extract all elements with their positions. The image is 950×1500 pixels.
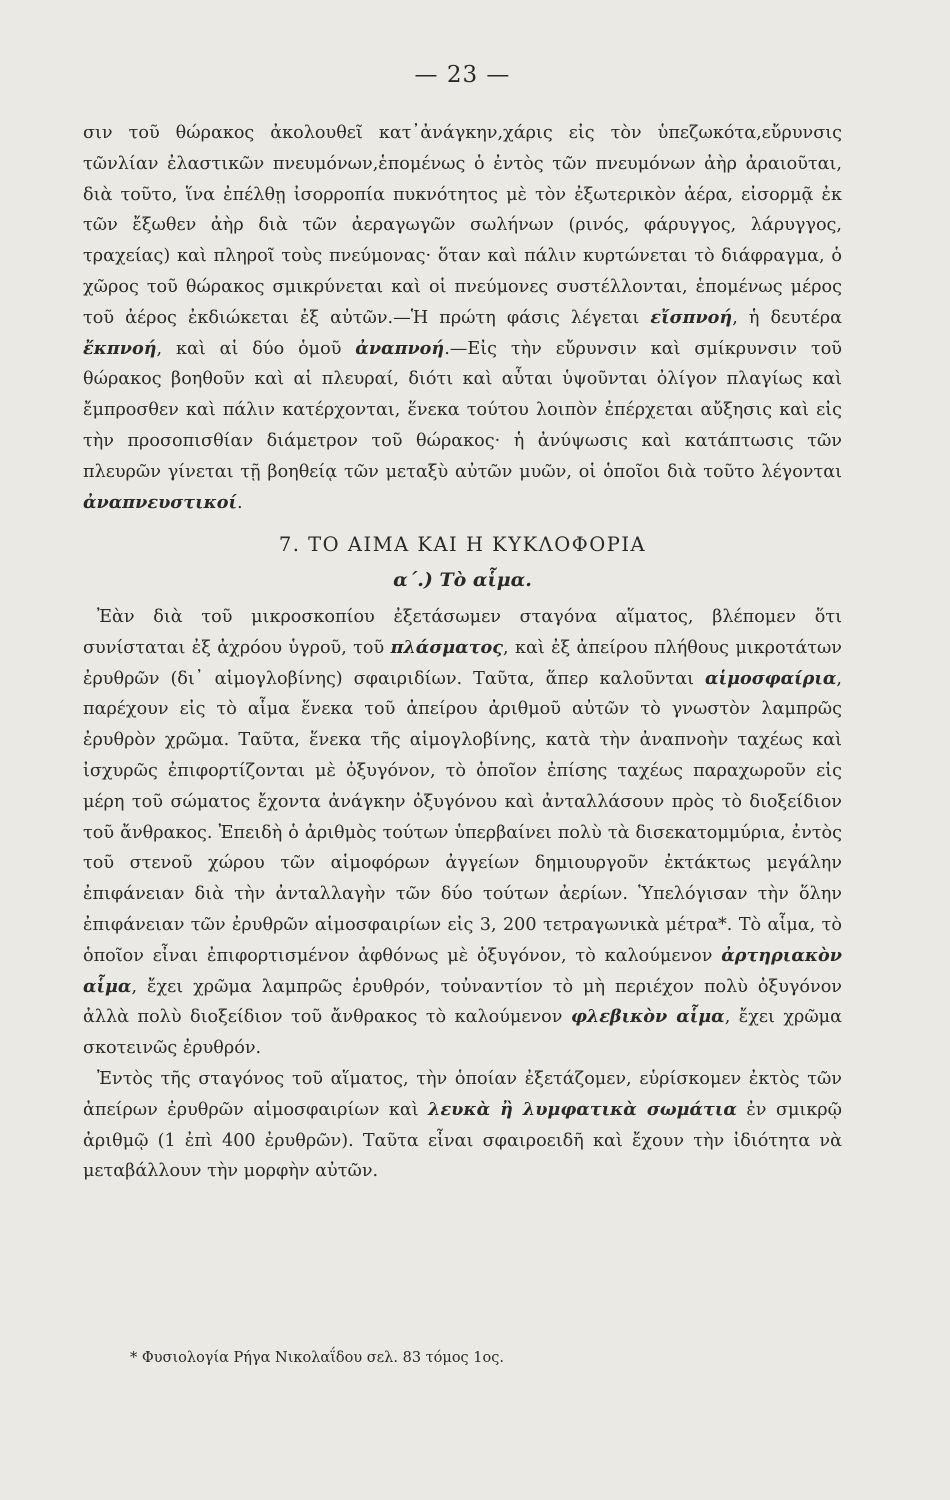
text-run: Ἐντὸς τῆς σταγόνος τοῦ αἵματος, τὴν ὁποίαν ἐξετάζομεν, εὑρίσκομεν ἐκτὸς τῶν ἀπείρων ἐρυθρῶν αἱμοσφαιρίων καὶ <box>83 1068 842 1120</box>
text-run: σιν τοῦ θώρακος ἀκολουθεῖ κατ᾽ἀνάγκην,χάρις εἰς τὸν ὑπεζωκότα,εὔρυνσις τῶνλίαν ἐλαστικῶν πνευμόνων,ἑπομένως ὁ ἐντὸς τῶν πνευμόνων ἀὴρ ἀραιοῦται, διὰ τοῦτο, ἵνα ἐπέλθῃ ἰσορροπία πυκνότητος μὲ τὸν ἐξωτερικὸν ἀέρα, εἰσορμᾷ ἐκ τῶν ἔξωθεν ἀὴρ διὰ τῶν ἀεραγωγῶν σωλήνων (ρινός, φάρυγγος, λάρυγγος, τραχείας) καὶ πληροῖ τοὺς πνεύμονας· ὅταν καὶ πάλιν κυρτώνεται τὸ διάφραγμα, ὁ χῶρος τοῦ θώρακος σμικρύνεται καὶ οἱ πνεύμονες συστέλλονται, ἑπομένως μέρος τοῦ ἀέρος ἐκδιώκεται ἐξ αὐτῶν.—Ἡ πρώτη φάσις λέγεται <box>83 123 842 328</box>
text-run: , καὶ ἐξ ἀπείρου πλήθους μικροτάτων ἐρυθρῶν (δι᾽ αἱμογλοβίνης) σφαιριδίων. Ταῦτα, ἅπερ καλοῦνται <box>83 637 842 689</box>
term-inhalation: εἴσπνοή <box>650 306 733 328</box>
term-plasma: πλάσματος <box>390 636 503 658</box>
footnote: * Φυσιολογία Ρήγα Νικολαΐδου σελ. 83 τόμος 1ος. <box>130 1350 504 1366</box>
text-run: , καὶ αἱ δύο ὁμοῦ <box>156 338 356 359</box>
paragraph-white-cells <box>83 1064 842 1187</box>
body-text <box>83 118 842 1187</box>
term-respiration: ἀναπνοή <box>355 337 445 359</box>
text-run: . <box>237 492 243 513</box>
text-run: , ἔχει χρῶμα σκοτεινῶς ἐρυθρόν. <box>83 1007 842 1059</box>
term-venous-blood: φλεβικὸν αἷμα <box>570 1006 725 1028</box>
text-run: , ἔχει χρῶμα λαμπρῶς ἐρυθρόν, τοὐναντίον τὸ μὴ περιέχον πολὺ ὀξυγόνον ἀλλὰ πολὺ διοξείδιον τοῦ ἄνθρακος τὸ καλούμενον <box>83 976 842 1028</box>
chapter-title: 7. ΤΟ ΑΙΜΑ ΚΑΙ Η ΚΥΚΛΟΦΟΡΙΑ <box>278 533 647 557</box>
term-white-cells: λευκὰ ἢ λυμφατικὰ σωμάτια <box>428 1098 737 1120</box>
section-title: α΄.) Τὸ αἷμα. <box>393 569 532 592</box>
term-blood-cells: αἱμοσφαίρια <box>705 667 837 689</box>
term-respiratory-muscles: ἀναπνευστικοί <box>83 491 238 513</box>
paragraph-blood <box>83 602 842 1064</box>
text-run: Ἐὰν διὰ τοῦ μικροσκοπίου ἐξετάσωμεν σταγόνα αἵματος, βλέπομεν ὅτι συνίσταται ἐξ ἀχρόου ὑγροῦ, τοῦ <box>83 606 842 658</box>
page-number: — 23 — <box>414 62 511 88</box>
text-run: , παρέχουν εἰς τὸ αἷμα ἕνεκα τοῦ ἀπείρου ἀριθμοῦ αὐτῶν τὸ γνωστὸν λαμπρῶς ἐρυθρὸν χρῶμα. Ταῦτα, ἕνεκα τῆς αἱμογλοβίνης, κατὰ τὴν ἀναπνοὴν ταχέως καὶ ἰσχυρῶς ἐπιφορτίζονται μὲ ὀξυγόνον, τὸ ὁποῖον ἐπίσης ταχέως παραχωροῦν εἰς μέρη τοῦ σώματος ἔχοντα ἀνάγκην ὀξυγόνου καὶ ἀνταλλάσουν πρὸς τὸ διοξείδιον τοῦ ἄνθρακος. Ἐπειδὴ ὁ ἀριθμὸς τούτων ὑπερβαίνει πολὺ τὰ δισεκατομμύρια, ἐντὸς τοῦ στενοῦ χώρου τῶν αἱμοφόρων ἀγγείων δημιουργοῦν ἐκτάκτως μεγάλην ἐπιφάνειαν διὰ τὴν ἀνταλλαγὴν τῶν δύο τούτων ἀερίων. Ὑπελόγισαν τὴν ὅλην ἐπιφάνειαν τῶν ἐρυθρῶν αἱμοσφαιρίων εἰς 3, 200 τετραγωνικὰ μέτρα*. Τὸ αἷμα, τὸ ὁποῖον εἶναι ἐπιφορτισμένον ἀφθόνως μὲ ὀξυγόνον, τὸ καλούμενον <box>83 668 842 966</box>
term-exhalation: ἔκπνοή <box>83 337 157 359</box>
term-arterial-blood: ἀρτηριακὸν αἷμα <box>83 944 842 997</box>
text-run: , ἡ δευτέρα <box>732 307 842 328</box>
text-run: ἐν σμικρῷ ἀριθμῷ (1 ἐπὶ 400 ἐρυθρῶν). Ταῦτα εἶναι σφαιροειδῆ καὶ ἔχουν τὴν ἰδιότητα νὰ μεταβάλλουν τὴν μορφὴν αὐτῶν. <box>83 1099 842 1182</box>
paragraph-respiration <box>83 118 842 518</box>
text-run: .—Εἰς τὴν εὔρυνσιν καὶ σμίκρυνσιν τοῦ θώρακος βοηθοῦν καὶ αἱ πλευραί, διότι καὶ αὗται ὑψοῦνται ὀλίγον πλαγίως καὶ ἔμπροσθεν καὶ πάλιν κατέρχονται, ἕνεκα τούτου λοιπὸν ἐπέρχεται αὔξησις καὶ εἰς τὴν προσοπισθίαν διάμετρον τοῦ θώρακος· ἡ ἀνύψωσις καὶ κατάπτωσις τῶν πλευρῶν γίνεται τῇ βοηθείᾳ τῶν μεταξὺ αὐτῶν μυῶν, οἱ ὁποῖοι διὰ τοῦτο λέγονται <box>83 338 842 482</box>
